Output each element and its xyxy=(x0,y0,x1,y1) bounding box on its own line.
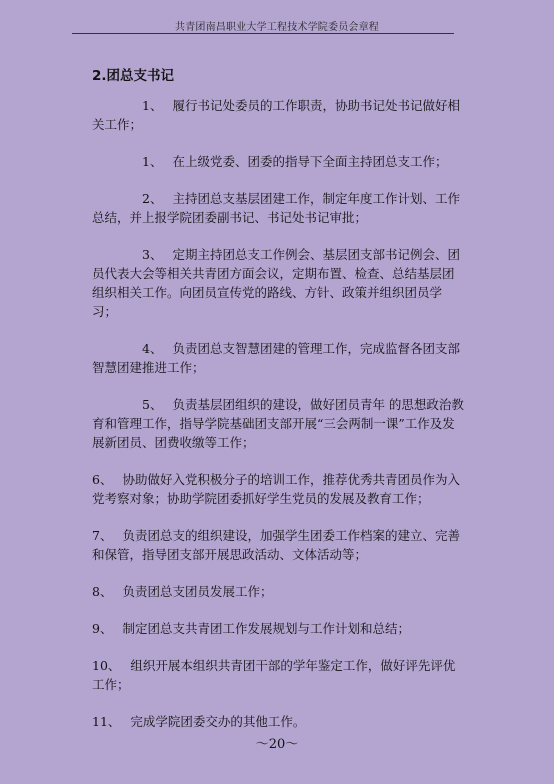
item-number: 9、 xyxy=(92,621,113,636)
item-text: 在上级党委、团委的指导下全面主持团总支工作； xyxy=(172,154,448,169)
page-header: 共青团南昌职业大学工程技术学院委员会章程 xyxy=(175,22,379,33)
list-item xyxy=(92,395,464,452)
item-text: 制定团总支共青团工作发展规划与工作计划和总结； xyxy=(122,621,410,636)
item-number: 10、 xyxy=(92,658,121,673)
list-item xyxy=(92,470,464,508)
item-text: 负责团总支团员发展工作； xyxy=(122,584,273,599)
list-item xyxy=(92,96,464,134)
item-text: 主持团总支基层团建工作，制定年度工作计划、工作总结，并上报学院团委副书记、书记处书记审批； xyxy=(92,191,460,225)
item-text: 负责团总支的组织建设，加强学生团委工作档案的建立、完善和保管，指导团支部开展思政活动、文体活动等； xyxy=(92,528,460,562)
page-number: ～20～ xyxy=(255,737,299,752)
list-item xyxy=(92,245,464,321)
list-item xyxy=(92,189,464,227)
list-item xyxy=(92,339,464,377)
list-item xyxy=(92,526,464,564)
list-item xyxy=(92,582,464,601)
item-text: 履行书记处委员的工作职责，协助书记处书记做好相关工作； xyxy=(92,98,460,132)
item-number: 7、 xyxy=(92,528,113,543)
item-text: 负责团总支智慧团建的管理工作，完成监督各团支部智慧团建推进工作； xyxy=(92,341,460,375)
item-text: 组织开展本组织共青团干部的学年鉴定工作，做好评先评优工作； xyxy=(92,658,456,692)
item-number: 1、 xyxy=(142,154,163,169)
item-text: 完成学院团委交办的其他工作。 xyxy=(130,714,306,729)
list-item xyxy=(92,619,464,638)
list-item xyxy=(92,656,464,694)
item-number: 4、 xyxy=(142,341,163,356)
item-number: 8、 xyxy=(92,584,113,599)
header-divider xyxy=(72,33,454,34)
item-text: 负责基层团组织的建设，做好团员青年 的思想政治教育和管理工作，指导学院基础团支部开展“三会两制一课”工作及发展新团员、团费收缴等工作； xyxy=(92,397,464,450)
section-title: 2.团总支书记 xyxy=(92,68,175,84)
item-number: 1、 xyxy=(142,98,163,113)
duty-list xyxy=(92,96,464,749)
item-number: 6、 xyxy=(92,472,113,487)
item-number: 11、 xyxy=(92,714,121,729)
item-text: 定期主持团总支工作例会、基层团支部书记例会、团员代表大会等相关共青团方面会议，定期布置、检查、总结基层团组织相关工作。向团员宣传党的路线、方针、政策并组织团员学习； xyxy=(92,247,460,319)
item-number: 3、 xyxy=(142,247,163,262)
item-number: 2、 xyxy=(142,191,163,206)
list-item xyxy=(92,152,464,171)
list-item xyxy=(92,712,464,731)
item-number: 5、 xyxy=(142,397,163,412)
item-text: 协助做好入党积极分子的培训工作，推荐优秀共青团员作为入党考察对象；协助学院团委抓好学生党员的发展及教育工作； xyxy=(92,472,460,506)
